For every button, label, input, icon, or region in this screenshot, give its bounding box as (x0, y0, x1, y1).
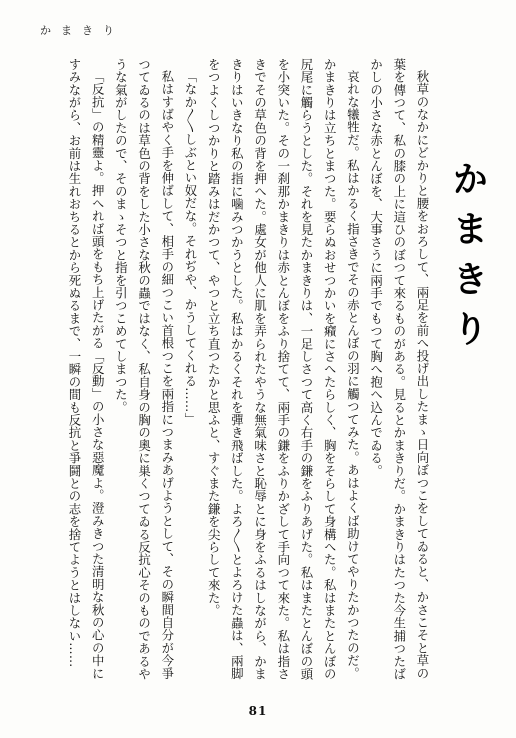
dialogue-paragraph: 「なか〳〵しぶとい奴だな。それぢや、かうしてくれる……」 (182, 70, 198, 426)
paragraph: 私はすばやく手を伸ばして、相手の細つこい首根つこを兩指につまみあげようとして、その瞬間自分が今爭つてゐるのは草色の背をした小さな秋の蟲ではなく、私自身の胸の奧に巣くつてゐる反抗心そのものであるやうな氣がしたので、そのまゝそつと指を引つこめてしまつた。 (113, 58, 175, 681)
essay-title: かまきり (447, 160, 489, 360)
page-number: 81 (248, 704, 268, 718)
paragraph: 「反抗」の精靈よ。押へれば頭をもち上げたがる「反動」の小さな惡魔よ。澄みきつた清明な秋の心の中にすみながら、お前は生れおちるとから死ぬるまで、一瞬の間も反抗と爭鬪との志を捨てようとはしない…… (66, 58, 106, 680)
paragraph: 哀れな犧牲だ。私はかるく指さきでその赤とんぼの羽に觸つてみた。あはよくば助けてやりたかつたのだ。かまきりは立ちとまつた。要らぬおせつかいを癪にさへたらしく、胸をそらして身構へた。私はまたとんぼの尻尾に觸らうとした。それを見たかまきりは、一足しさつて高く右手の鎌をふりあげた。私はまたとんぼの頭を小突いた。その一刹那かまきりは赤とんぼをふり捨てて、兩手の鎌をふりかざして手向つて來た。私は指さきでその草色の背を押へた。處女が他人に肌を弄られたやうな無氣味さと恥辱とに身をふるはしながら、かまきりはいきなり私の指に噛みつかうとした。私はかるくそれを彈き飛ばした。よろ〳〵とよろけた蟲は、兩脚をつよくしつかりと踏みはだかつて、やつと立ち直つたかと思ふと、すぐまた鎌を尖らして來た。 (206, 58, 361, 681)
paragraph: 秋草のなかにどかりと腰をおろして、兩足を前へ投げ出したまゝ日向ぼつこをしてゐると、かさこそと草の葉を傳つて、私の膝の上に這ひのぼつて來るものがある。見るとかまきりだ。かまきりはたつた今生捕つたばかしの小さな赤とんぼを、大事さうに兩手でもつて胸へ抱へ込んでゐる。 (368, 58, 430, 681)
running-head: かまきり (40, 24, 124, 37)
essay-body (24, 58, 434, 684)
